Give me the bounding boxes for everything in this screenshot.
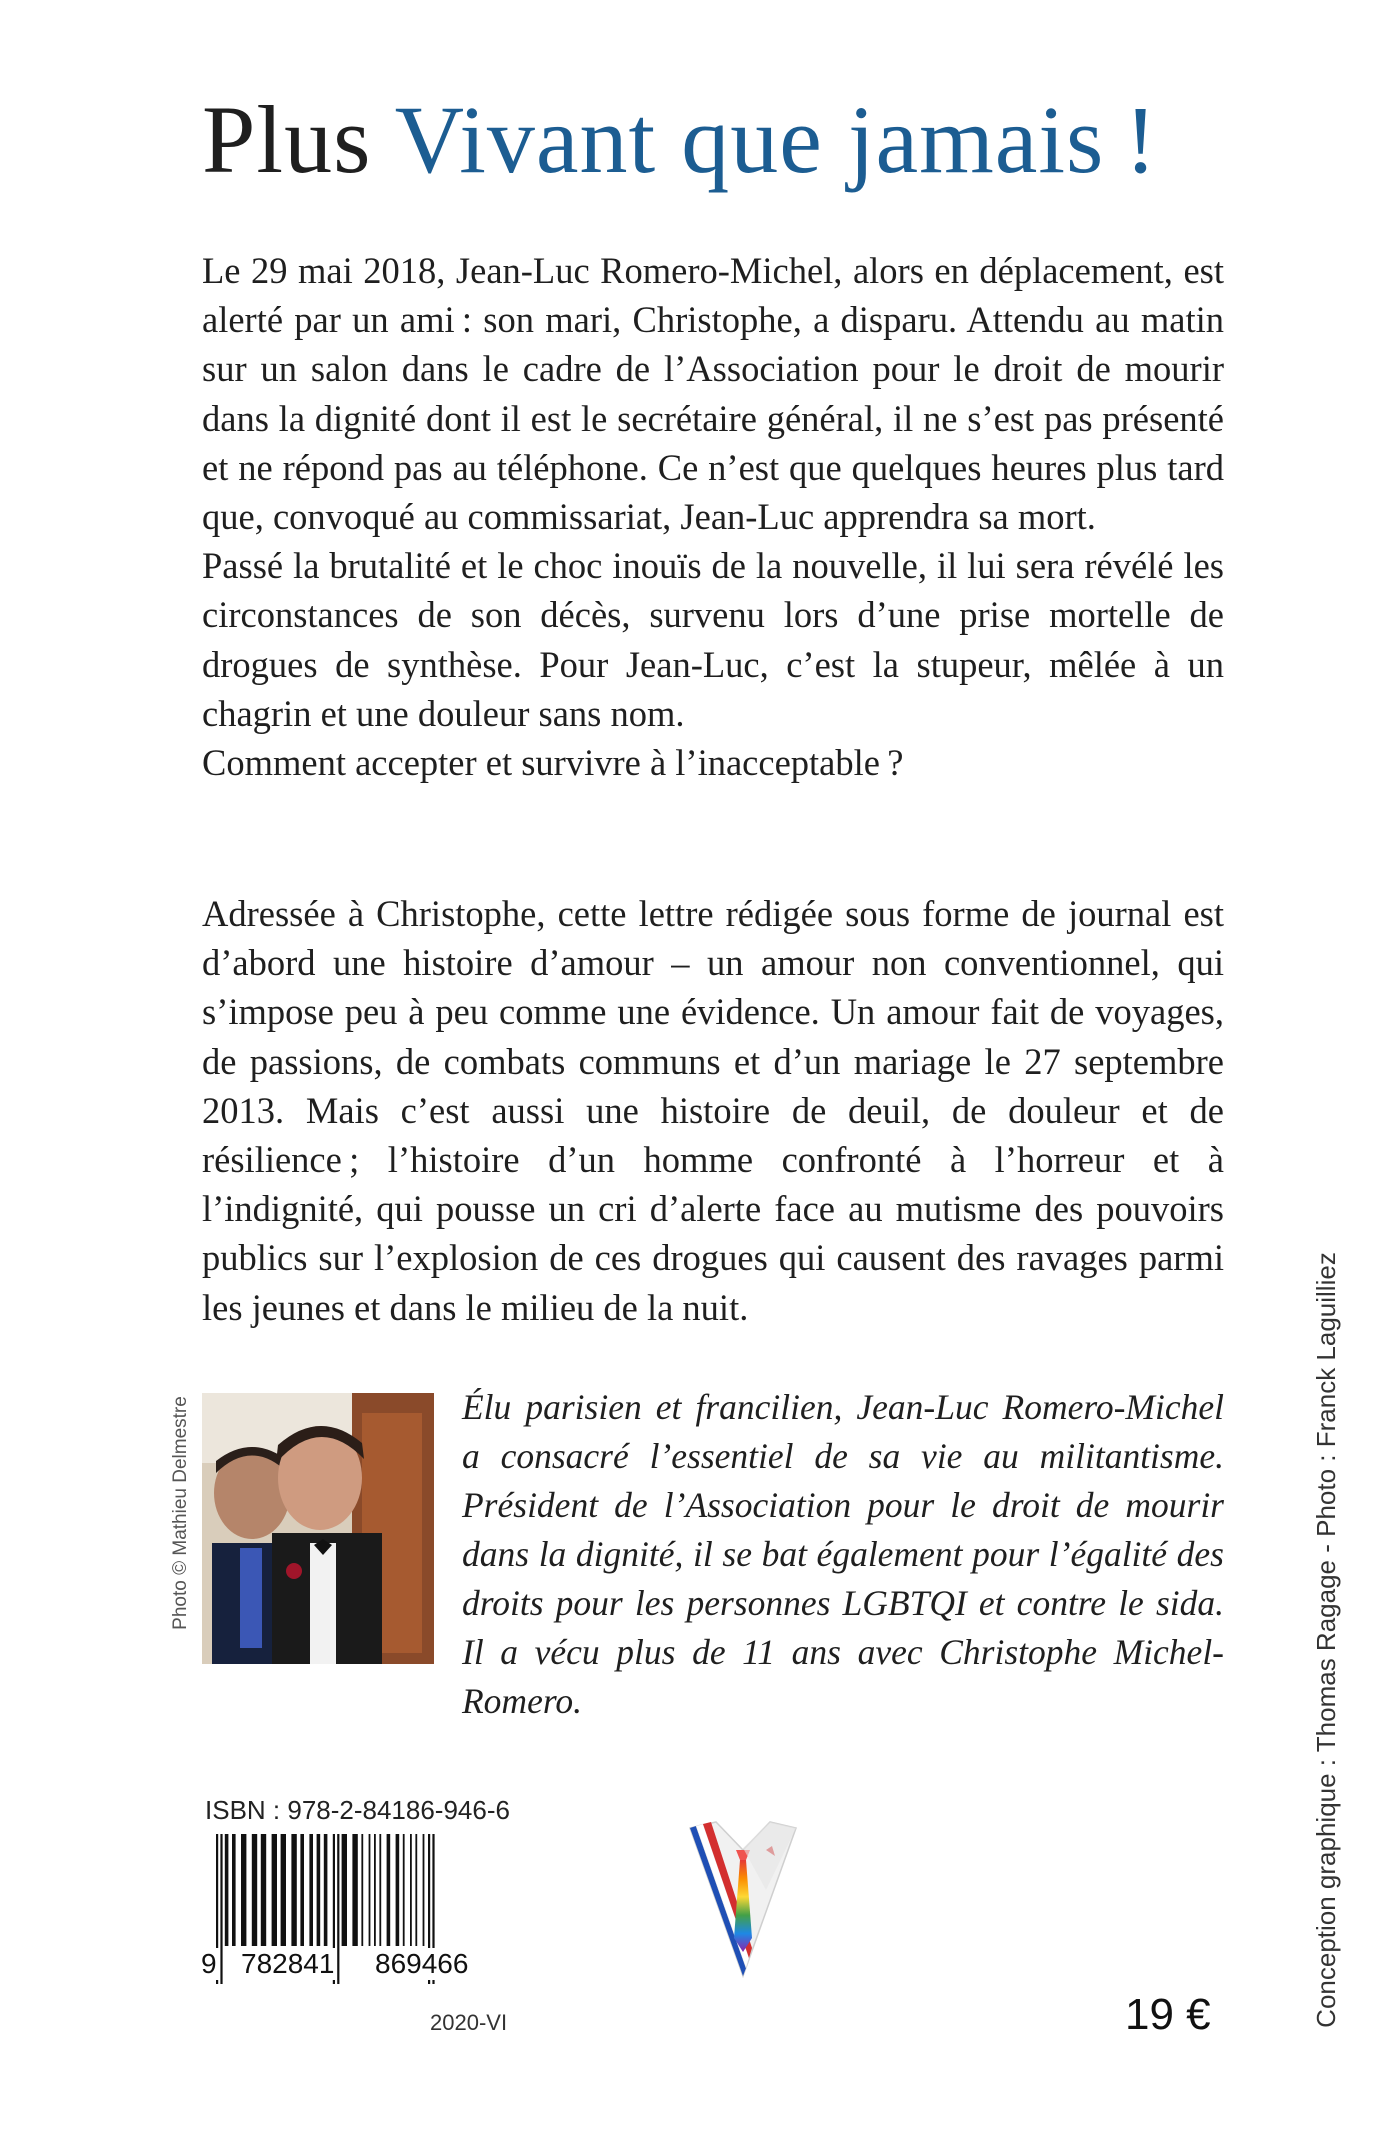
synopsis-paragraph: Passé la brutalité et le choc inouïs de la nouvelle, il lui sera révélé les circonstances de son décès, survenu lors d’une prise mortelle de drogues de synthèse. Pour Jean-Luc, c’est la stupeur, mêlée à un chagrin et une douleur sans nom.: [202, 545, 1224, 734]
synopsis-main: [202, 889, 1224, 1332]
barcode-bar: [369, 1834, 371, 1946]
barcode-bar: [241, 1834, 246, 1946]
barcode-bar: [225, 1834, 229, 1946]
barcode-bar: [281, 1834, 286, 1946]
barcode-bar: [272, 1834, 277, 1946]
barcode-digit-first: 9: [198, 1948, 220, 1980]
barcode-bar: [232, 1834, 236, 1946]
barcode-bar: [309, 1834, 313, 1946]
barcode-bar: [291, 1834, 296, 1946]
barcode-bar: [396, 1834, 400, 1946]
barcode-bar: [342, 1834, 347, 1946]
barcode-bar: [352, 1834, 357, 1946]
barcode-bar: [252, 1834, 257, 1946]
design-credit: Conception graphique : Thomas Ragage - Photo : Franck Laguilliez: [1311, 1252, 1341, 2028]
synopsis-paragraph: Comment accepter et survivre à l’inacceptable ?: [202, 742, 904, 784]
photo-credit: Photo © Mathieu Delmestre: [170, 1396, 191, 1630]
barcode-bar: [415, 1834, 417, 1946]
synopsis-paragraph: Adressée à Christophe, cette lettre rédigée sous forme de journal est d’abord une histoire d’amour – un amour non conventionnel, qui s’impose peu à peu comme une évidence. Un amour fait de voyages, de passions, de combats communs et d’un mariage le 27 septembre 2013. Mais c’est aussi une histoire de deuil, de douleur et de résilience ; l’histoire d’un homme confronté à l’horreur et à l’indignité, qui pousse un cri d’alerte face au mutisme des pouvoirs publics sur l’explosion de ces drogues qui causent des ravages parmi les jeunes et dans le milieu de la nuit.: [202, 893, 1224, 1328]
barcode-bar: [317, 1834, 321, 1946]
barcode-bar: [374, 1834, 376, 1946]
barcode-digit-group-1: 782841: [238, 1948, 337, 1980]
author-bio: Élu parisien et francilien, Jean-Luc Romero-Michel a consacré l’essentiel de sa vie au militantisme. Président de l’Association pour le droit de mourir dans la dignité, il se bat également pour l’égalité des droits pour les personnes LGBTQI et contre le sida. Il a vécu plus de 11 ans avec Christophe Michel-Romero.: [462, 1387, 1224, 1721]
book-title: Plus Vivant que jamais !: [202, 86, 1158, 193]
barcode-digit-group-2: 869466: [372, 1948, 471, 1980]
synopsis-paragraph: Le 29 mai 2018, Jean-Luc Romero-Michel, alors en déplacement, est alerté par un ami : son mari, Christophe, a disparu. Attendu au matin sur un salon dans le cadre de l’Association pour le droit de mourir dans la dignité dont il est le secrétaire général, il ne s’est pas présenté et ne répond pas au téléphone. Ce n’est que quelques heures plus tard que, convoqué au commissariat, Jean-Luc apprendra sa mort.: [202, 250, 1224, 538]
barcode-digits: [200, 1944, 500, 1980]
barcode-bar: [361, 1834, 363, 1946]
barcode-bar: [410, 1834, 412, 1946]
barcode-bar: [423, 1834, 425, 1946]
publisher-logo: [686, 1820, 800, 1978]
barcode-bar: [379, 1834, 381, 1946]
synopsis-intro: [202, 246, 1224, 787]
author-photo: [202, 1393, 434, 1664]
barcode-bar: [324, 1834, 328, 1946]
barcode-bar: [403, 1834, 405, 1946]
barcode-bar: [387, 1834, 391, 1946]
barcode-bar: [261, 1834, 266, 1946]
isbn: ISBN : 978-2-84186-946-6: [205, 1795, 510, 1825]
edition-code: 2020-VI: [430, 2010, 508, 2035]
barcode-bar: [300, 1834, 304, 1946]
price: 19 €: [1125, 1990, 1211, 2039]
